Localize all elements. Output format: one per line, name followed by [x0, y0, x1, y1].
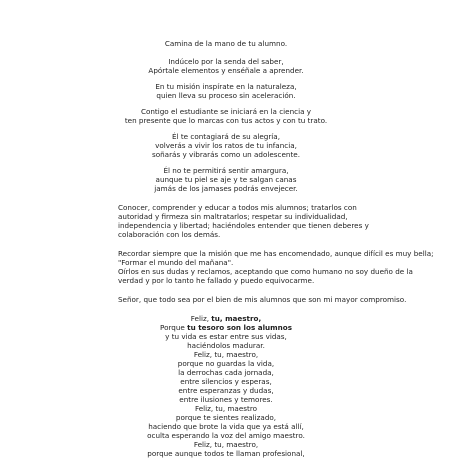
poem-line: haciéndolos madurar. — [187, 341, 265, 350]
verse-line: En tu misión inspírate en la naturaleza, — [155, 82, 297, 91]
paragraph-line: "Formar el mundo del mañana". — [118, 258, 234, 267]
poem-line: haciendo que brote la vida que ya está allí, — [148, 422, 304, 431]
verse-line: quien lleva su proceso sin aceleración. — [156, 91, 296, 100]
poem-line: Feliz, tu, maestro — [194, 404, 258, 413]
verse-line: Camina de la mano de tu alumno. — [164, 39, 288, 48]
poem-line-text: Feliz, — [190, 314, 212, 323]
paragraph-line: Recordar siempre que la misión que me has encomendado, aunque difícil es muy bella; — [118, 249, 434, 258]
verse-line: soñarás y vibrarás como un adolescente. — [151, 150, 300, 159]
poem-line: Feliz, tu, maestro, — [193, 350, 259, 359]
poem-line: porque te sientes realizado, — [175, 413, 277, 422]
poem-line: entre silencios y esperas, — [180, 377, 272, 386]
verse-line: Contigo el estudiante se iniciará en la ciencia y — [140, 107, 312, 116]
paragraph-line: Oírlos en sus dudas y reclamos, aceptando que como humano no soy dueño de la — [118, 267, 413, 276]
verse-line: volverás a vivir los ratos de tu infancia, — [155, 141, 297, 150]
poem-line-text: Porque — [160, 323, 188, 332]
paragraph-line: Conocer, comprender y educar a todos mis alumnos; tratarlos con — [118, 203, 357, 212]
paragraph-line: Señor, que todo sea por el bien de mis alumnos que son mi mayor compromiso. — [118, 295, 407, 304]
poem-line — [0, 314, 452, 323]
paragraph-line: autoridad y firmeza sin maltratarlos; respetar su individualidad, — [118, 212, 348, 221]
poem-line: Feliz, tu, maestro, — [193, 440, 259, 449]
verse-line: Indúcelo por la senda del saber, — [168, 57, 284, 66]
poem-line-emphasis: tu tesoro son los alumnos — [187, 323, 292, 332]
poem-line: entre ilusiones y temores. — [179, 395, 273, 404]
poem-line: porque no guardas la vida, — [177, 359, 275, 368]
verse-line: ten presente que lo marcas con tus actos y con tu trato. — [124, 116, 328, 125]
poem-line: porque aunque todos te llaman profesional, — [147, 449, 305, 458]
verse-line: aunque tu piel se aje y te salgan canas — [155, 175, 297, 184]
verse-line: Él te contagiará de su alegría, — [172, 132, 280, 141]
poem-line: y tu vida es estar entre sus vidas, — [165, 332, 287, 341]
poem-line: oculta esperando la voz del amigo maestro. — [147, 431, 305, 440]
paragraph-line: verdad y por lo tanto he fallado y puedo equivocarme. — [118, 276, 315, 285]
poem-line — [0, 323, 452, 332]
paragraph-line: colaboración con los demás. — [118, 230, 221, 239]
verse-line: Él no te permitirá sentir amargura, — [163, 166, 289, 175]
poem-line: la derrochas cada jornada, — [178, 368, 274, 377]
verse-line: jamás de los jamases podrás envejecer. — [154, 184, 298, 193]
verse-line: Apórtale elementos y enséñale a aprender. — [148, 66, 304, 75]
poem-line-emphasis: tu, maestro, — [211, 314, 262, 323]
poem-line: entre esperanzas y dudas, — [178, 386, 274, 395]
paragraph-line: independencia y libertad; haciéndoles entender que tienen deberes y — [118, 221, 369, 230]
